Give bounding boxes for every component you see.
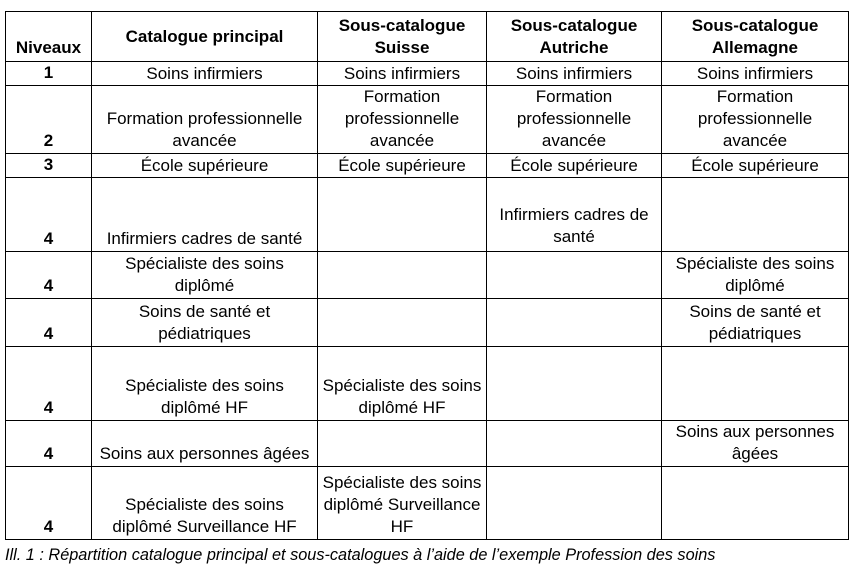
level-cell: 4 [6,421,92,467]
table-row [6,178,849,252]
level-cell: 4 [6,178,92,252]
header-sous-catalogue-autriche: Sous-catalogue Autriche [487,12,662,62]
swiss-cell: École supérieure [318,154,487,178]
germany-cell [662,347,849,421]
austria-cell: École supérieure [487,154,662,178]
header-sous-catalogue-allemagne: Sous-catalogue Allemagne [662,12,849,62]
swiss-cell [318,178,487,252]
austria-cell [487,347,662,421]
main-catalogue-cell: Spécialiste des soins diplômé HF [92,347,318,421]
main-catalogue-cell: Spécialiste des soins diplômé [92,252,318,299]
germany-cell: Spécialiste des soins diplômé [662,252,849,299]
germany-cell: Soins infirmiers [662,62,849,86]
level-cell: 4 [6,467,92,540]
swiss-cell [318,252,487,299]
level-cell: 4 [6,299,92,347]
table-row [6,467,849,540]
level-cell: 1 [6,62,92,86]
germany-cell [662,467,849,540]
main-catalogue-cell: Formation professionnelle avancée [92,86,318,154]
catalogue-table [5,11,849,540]
level-cell: 2 [6,86,92,154]
main-catalogue-cell: Soins infirmiers [92,62,318,86]
level-cell: 4 [6,347,92,421]
table-row [6,154,849,178]
header-sous-catalogue-suisse: Sous-catalogue Suisse [318,12,487,62]
table-row [6,299,849,347]
swiss-cell: Spécialiste des soins diplômé HF [318,347,487,421]
germany-cell: Soins de santé et pédiatriques [662,299,849,347]
swiss-cell: Spécialiste des soins diplômé Surveillance HF [318,467,487,540]
table-row [6,252,849,299]
germany-cell: Formation professionnelle avancée [662,86,849,154]
level-cell: 4 [6,252,92,299]
austria-cell [487,252,662,299]
header-niveaux: Niveaux [6,12,92,62]
main-catalogue-cell: École supérieure [92,154,318,178]
austria-cell [487,299,662,347]
germany-cell [662,178,849,252]
swiss-cell [318,421,487,467]
main-catalogue-cell: Soins de santé et pédiatriques [92,299,318,347]
table-row [6,421,849,467]
table-row [6,86,849,154]
header-catalogue-principal: Catalogue principal [92,12,318,62]
swiss-cell: Formation professionnelle avancée [318,86,487,154]
table-row [6,347,849,421]
austria-cell: Infirmiers cadres de santé [487,178,662,252]
germany-cell: École supérieure [662,154,849,178]
main-catalogue-cell: Soins aux personnes âgées [92,421,318,467]
figure-caption: Ill. 1 : Répartition catalogue principal et sous-catalogues à l’aide de l’exemple Profession des soins [5,546,716,564]
austria-cell: Formation professionnelle avancée [487,86,662,154]
main-catalogue-cell: Infirmiers cadres de santé [92,178,318,252]
header-row [6,12,849,62]
germany-cell: Soins aux personnes âgées [662,421,849,467]
austria-cell [487,421,662,467]
swiss-cell [318,299,487,347]
swiss-cell: Soins infirmiers [318,62,487,86]
austria-cell: Soins infirmiers [487,62,662,86]
table-row [6,62,849,86]
main-catalogue-cell: Spécialiste des soins diplômé Surveillance HF [92,467,318,540]
austria-cell [487,467,662,540]
level-cell: 3 [6,154,92,178]
